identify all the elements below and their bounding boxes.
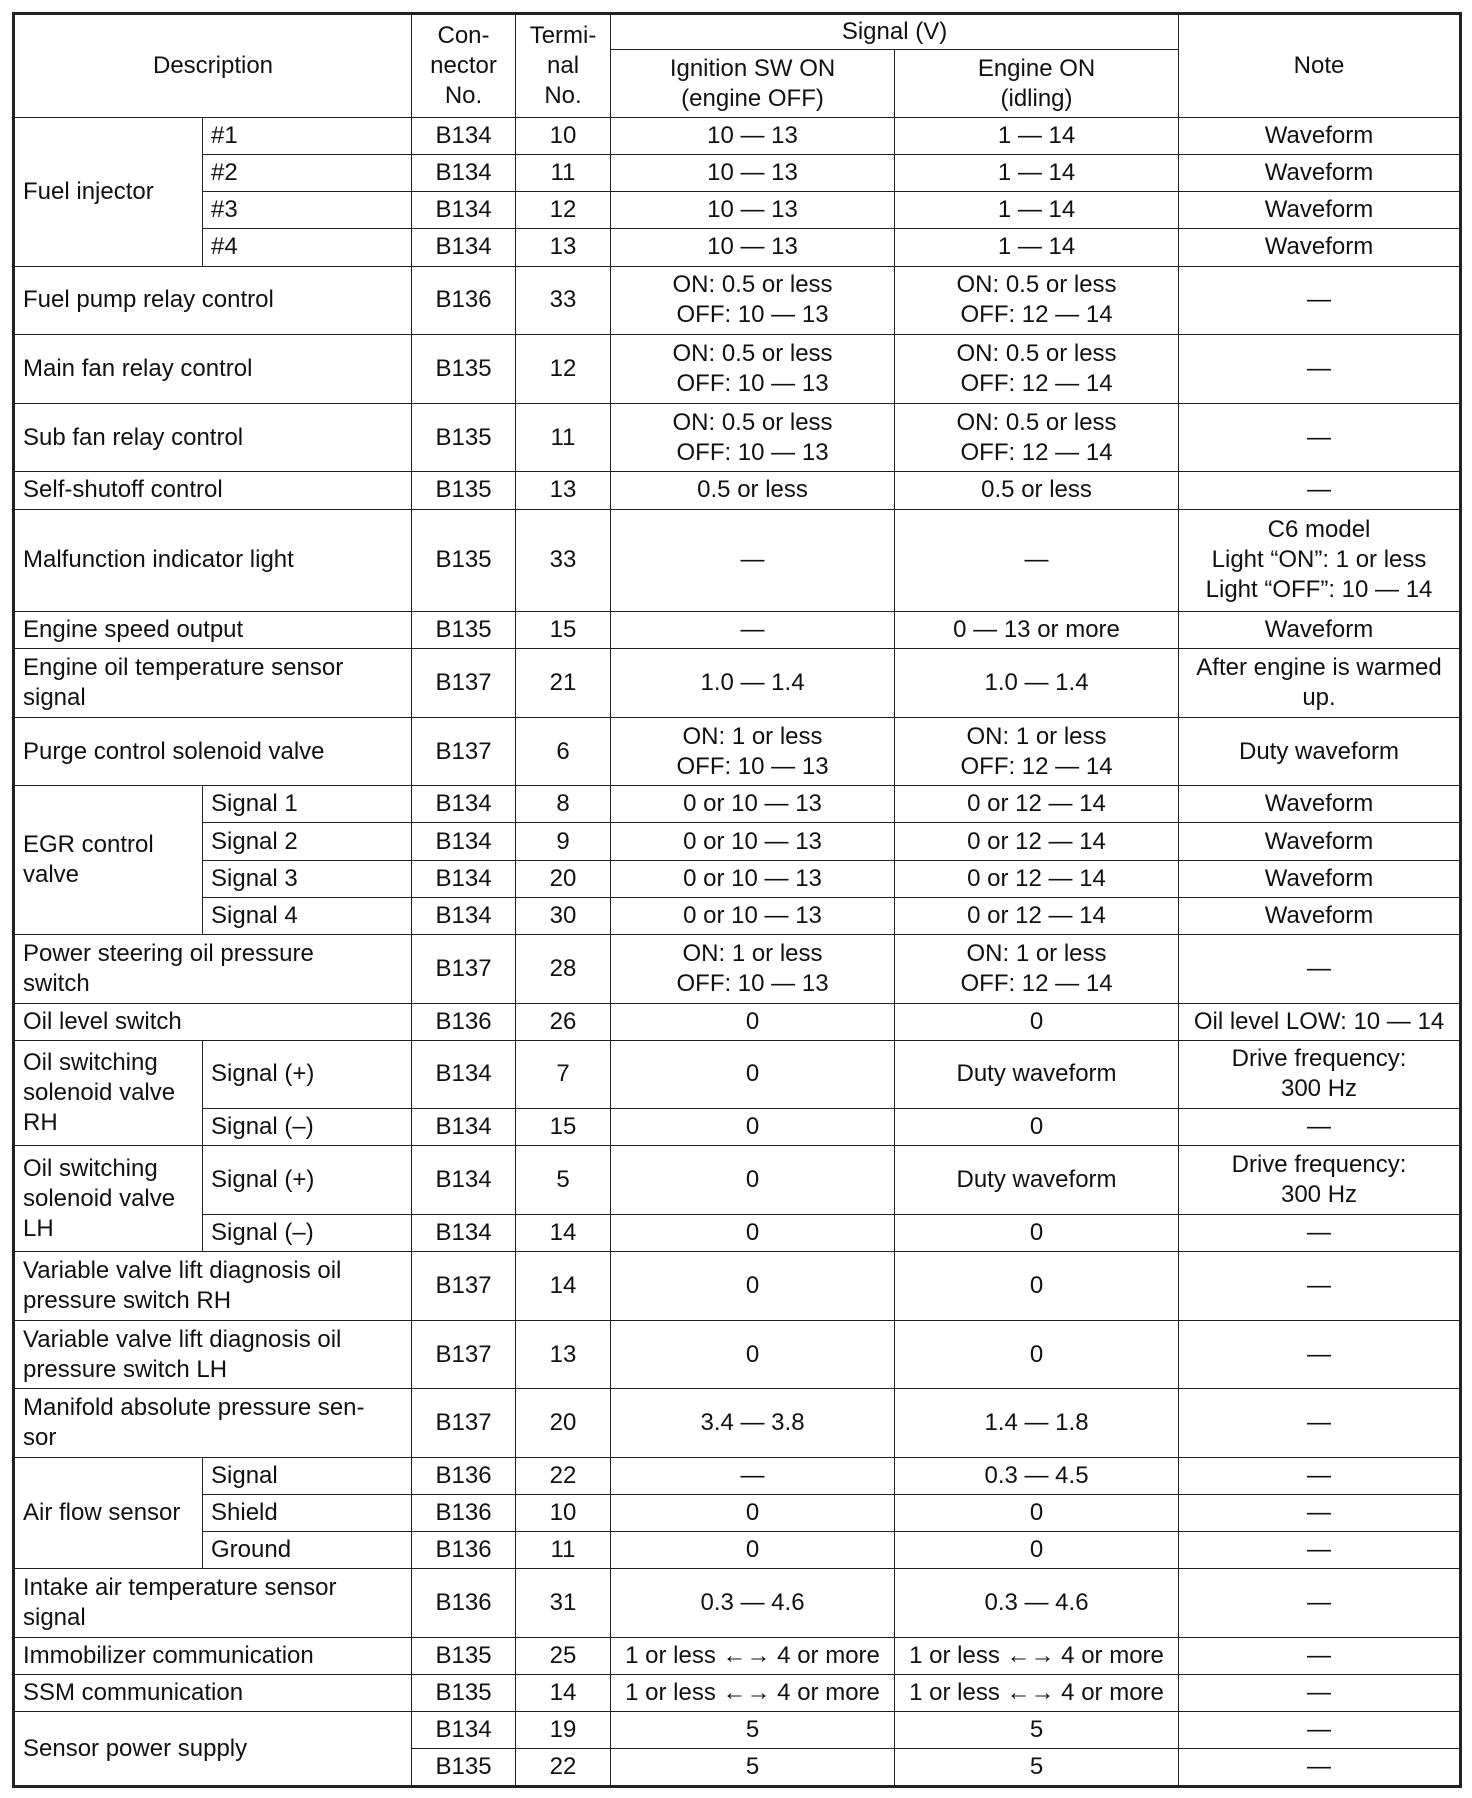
signal-engine-on: 0 or 12 — 14 (895, 897, 1179, 934)
signal-ignition-on: 0 or 10 — 13 (611, 897, 895, 934)
signal-engine-on: 1 or less ←→ 4 or more (895, 1638, 1179, 1675)
note: Drive frequency: 300 Hz (1179, 1040, 1461, 1109)
table-row (14, 934, 1461, 1003)
sub-description: #1 (203, 118, 412, 155)
signal-engine-on: 1 — 14 (895, 155, 1179, 192)
sub-description: Signal (–) (203, 1215, 412, 1252)
table-row (14, 823, 1461, 860)
note: — (1179, 1532, 1461, 1569)
row-description: Engine oil temperature sensor signal (14, 649, 412, 718)
terminal-no: 12 (516, 192, 611, 229)
connector-no: B134 (412, 860, 516, 897)
table-row (14, 1320, 1461, 1389)
note: — (1179, 266, 1461, 335)
terminal-no: 26 (516, 1003, 611, 1040)
table-row (14, 897, 1461, 934)
header-terminal: Termi- nal No. (516, 14, 611, 118)
connector-no: B136 (412, 1003, 516, 1040)
signal-ignition-on: 5 (611, 1749, 895, 1787)
sub-description: Signal (–) (203, 1109, 412, 1146)
sub-description: Signal (+) (203, 1146, 412, 1215)
table-row (14, 1495, 1461, 1532)
sub-description: Signal (+) (203, 1040, 412, 1109)
note: Waveform (1179, 192, 1461, 229)
sub-description: Signal 4 (203, 897, 412, 934)
table-row (14, 1215, 1461, 1252)
sub-description: Signal 3 (203, 860, 412, 897)
table-row (14, 649, 1461, 718)
note: — (1179, 1495, 1461, 1532)
connector-no: B136 (412, 1458, 516, 1495)
row-description: Main fan relay control (14, 335, 412, 404)
table-row (14, 1712, 1461, 1749)
terminal-no: 14 (516, 1252, 611, 1321)
terminal-no: 14 (516, 1675, 611, 1712)
sub-description: Signal 1 (203, 786, 412, 823)
signal-ignition-on: ON: 0.5 or less OFF: 10 — 13 (611, 403, 895, 472)
note: Waveform (1179, 229, 1461, 266)
signal-ignition-on: 0 (611, 1495, 895, 1532)
note: — (1179, 1320, 1461, 1389)
table-row (14, 1252, 1461, 1321)
signal-engine-on: ON: 0.5 or less OFF: 12 — 14 (895, 335, 1179, 404)
table-row (14, 1532, 1461, 1569)
spec-sheet (12, 12, 1459, 1788)
note: C6 model Light “ON”: 1 or less Light “OFF”: 10 — 14 (1179, 509, 1461, 611)
row-description: Intake air temperature sensor signal (14, 1569, 412, 1638)
signal-engine-on: 0 (895, 1495, 1179, 1532)
table-row (14, 717, 1461, 786)
signal-ignition-on: 1 or less ←→ 4 or more (611, 1675, 895, 1712)
signal-ignition-on: — (611, 1458, 895, 1495)
signal-ignition-on: 0 (611, 1003, 895, 1040)
connector-no: B135 (412, 1675, 516, 1712)
table-row (14, 403, 1461, 472)
terminal-no: 14 (516, 1215, 611, 1252)
row-description: Self-shutoff control (14, 472, 412, 509)
row-description: Manifold absolute pressure sen- sor (14, 1389, 412, 1458)
connector-no: B137 (412, 934, 516, 1003)
terminal-no: 10 (516, 118, 611, 155)
connector-no: B137 (412, 1320, 516, 1389)
header-signal: Signal (V) (611, 14, 1179, 50)
note: — (1179, 1389, 1461, 1458)
note: — (1179, 1749, 1461, 1787)
row-description: Fuel pump relay control (14, 266, 412, 335)
signal-engine-on: 0 — 13 or more (895, 611, 1179, 648)
terminal-no: 13 (516, 229, 611, 266)
connector-no: B135 (412, 1638, 516, 1675)
signal-ignition-on: — (611, 611, 895, 648)
note: After engine is warmed up. (1179, 649, 1461, 718)
connector-no: B134 (412, 823, 516, 860)
table-row (14, 611, 1461, 648)
terminal-signal-table (12, 12, 1462, 1788)
connector-no: B135 (412, 403, 516, 472)
connector-no: B135 (412, 472, 516, 509)
signal-engine-on: Duty waveform (895, 1040, 1179, 1109)
table-row (14, 155, 1461, 192)
note: — (1179, 1675, 1461, 1712)
signal-ignition-on: 0 or 10 — 13 (611, 786, 895, 823)
connector-no: B134 (412, 1109, 516, 1146)
signal-engine-on: 0 (895, 1003, 1179, 1040)
table-row (14, 1569, 1461, 1638)
signal-engine-on: 0 or 12 — 14 (895, 860, 1179, 897)
table-row (14, 860, 1461, 897)
signal-ignition-on: 0.5 or less (611, 472, 895, 509)
terminal-no: 10 (516, 1495, 611, 1532)
signal-ignition-on: 3.4 — 3.8 (611, 1389, 895, 1458)
terminal-no: 28 (516, 934, 611, 1003)
table-row (14, 266, 1461, 335)
note: — (1179, 1569, 1461, 1638)
row-description: Oil level switch (14, 1003, 412, 1040)
connector-no: B135 (412, 611, 516, 648)
row-description: Variable valve lift diagnosis oil pressure switch LH (14, 1320, 412, 1389)
terminal-no: 8 (516, 786, 611, 823)
terminal-no: 13 (516, 1320, 611, 1389)
signal-engine-on: ON: 1 or less OFF: 12 — 14 (895, 934, 1179, 1003)
terminal-no: 7 (516, 1040, 611, 1109)
signal-engine-on: 0.5 or less (895, 472, 1179, 509)
terminal-no: 33 (516, 266, 611, 335)
signal-engine-on: 0 (895, 1320, 1179, 1389)
connector-no: B136 (412, 1495, 516, 1532)
signal-ignition-on: ON: 0.5 or less OFF: 10 — 13 (611, 266, 895, 335)
signal-engine-on: 1 or less ←→ 4 or more (895, 1675, 1179, 1712)
signal-ignition-on: 10 — 13 (611, 118, 895, 155)
terminal-no: 20 (516, 860, 611, 897)
connector-no: B134 (412, 786, 516, 823)
connector-no: B136 (412, 1532, 516, 1569)
table-row (14, 192, 1461, 229)
connector-no: B134 (412, 897, 516, 934)
table-row (14, 1675, 1461, 1712)
signal-engine-on: 1 — 14 (895, 192, 1179, 229)
group-description: EGR control valve (14, 786, 203, 935)
signal-engine-on: 1.4 — 1.8 (895, 1389, 1179, 1458)
signal-ignition-on: — (611, 509, 895, 611)
group-description: Sensor power supply (14, 1712, 412, 1787)
note: — (1179, 403, 1461, 472)
sub-description: Shield (203, 1495, 412, 1532)
table-row (14, 229, 1461, 266)
row-description: Sub fan relay control (14, 403, 412, 472)
terminal-no: 5 (516, 1146, 611, 1215)
note: Drive frequency: 300 Hz (1179, 1146, 1461, 1215)
connector-no: B135 (412, 335, 516, 404)
connector-no: B135 (412, 509, 516, 611)
signal-ignition-on: 10 — 13 (611, 192, 895, 229)
sub-description: Signal 2 (203, 823, 412, 860)
note: Waveform (1179, 786, 1461, 823)
terminal-no: 25 (516, 1638, 611, 1675)
table-row (14, 335, 1461, 404)
connector-no: B134 (412, 192, 516, 229)
terminal-no: 6 (516, 717, 611, 786)
group-description: Air flow sensor (14, 1458, 203, 1569)
connector-no: B136 (412, 266, 516, 335)
note: — (1179, 934, 1461, 1003)
terminal-no: 33 (516, 509, 611, 611)
note: — (1179, 1712, 1461, 1749)
note: Waveform (1179, 823, 1461, 860)
connector-no: B137 (412, 649, 516, 718)
signal-ignition-on: ON: 0.5 or less OFF: 10 — 13 (611, 335, 895, 404)
sub-description: #4 (203, 229, 412, 266)
terminal-no: 13 (516, 472, 611, 509)
signal-engine-on: 0.3 — 4.5 (895, 1458, 1179, 1495)
terminal-no: 11 (516, 403, 611, 472)
table-row (14, 1003, 1461, 1040)
table-row (14, 509, 1461, 611)
signal-engine-on: 0 or 12 — 14 (895, 786, 1179, 823)
note: Waveform (1179, 860, 1461, 897)
signal-ignition-on: 0 (611, 1320, 895, 1389)
row-description: Immobilizer communication (14, 1638, 412, 1675)
sub-description: Ground (203, 1532, 412, 1569)
header-note: Note (1179, 14, 1461, 118)
group-description: Oil switching solenoid valve RH (14, 1040, 203, 1146)
note: Oil level LOW: 10 — 14 (1179, 1003, 1461, 1040)
signal-ignition-on: 0 (611, 1532, 895, 1569)
terminal-no: 15 (516, 611, 611, 648)
terminal-no: 12 (516, 335, 611, 404)
header-engine-on: Engine ON (idling) (895, 50, 1179, 118)
terminal-no: 11 (516, 1532, 611, 1569)
signal-ignition-on: 0 (611, 1215, 895, 1252)
terminal-no: 11 (516, 155, 611, 192)
signal-engine-on: 0 (895, 1215, 1179, 1252)
signal-engine-on: ON: 0.5 or less OFF: 12 — 14 (895, 266, 1179, 335)
table-row (14, 1458, 1461, 1495)
terminal-no: 20 (516, 1389, 611, 1458)
signal-ignition-on: 5 (611, 1712, 895, 1749)
signal-ignition-on: 1.0 — 1.4 (611, 649, 895, 718)
table-row (14, 1109, 1461, 1146)
signal-engine-on: Duty waveform (895, 1146, 1179, 1215)
note: — (1179, 1109, 1461, 1146)
signal-engine-on: 0.3 — 4.6 (895, 1569, 1179, 1638)
signal-engine-on: 0 (895, 1252, 1179, 1321)
row-description: Malfunction indicator light (14, 509, 412, 611)
row-description: Variable valve lift diagnosis oil pressure switch RH (14, 1252, 412, 1321)
signal-engine-on: 1 — 14 (895, 118, 1179, 155)
signal-ignition-on: 0 (611, 1109, 895, 1146)
connector-no: B134 (412, 118, 516, 155)
signal-engine-on: 0 (895, 1532, 1179, 1569)
table-row (14, 1040, 1461, 1109)
connector-no: B136 (412, 1569, 516, 1638)
signal-ignition-on: 10 — 13 (611, 155, 895, 192)
group-description: Fuel injector (14, 118, 203, 267)
signal-ignition-on: ON: 1 or less OFF: 10 — 13 (611, 934, 895, 1003)
note: Waveform (1179, 155, 1461, 192)
header-connector: Con- nector No. (412, 14, 516, 118)
header-ignition-on: Ignition SW ON (engine OFF) (611, 50, 895, 118)
signal-ignition-on: 0 (611, 1252, 895, 1321)
group-description: Oil switching solenoid valve LH (14, 1146, 203, 1252)
signal-engine-on: 1 — 14 (895, 229, 1179, 266)
note: — (1179, 1252, 1461, 1321)
signal-ignition-on: 0 (611, 1146, 895, 1215)
signal-ignition-on: ON: 1 or less OFF: 10 — 13 (611, 717, 895, 786)
terminal-no: 22 (516, 1749, 611, 1787)
connector-no: B134 (412, 229, 516, 266)
connector-no: B134 (412, 1215, 516, 1252)
terminal-no: 31 (516, 1569, 611, 1638)
signal-engine-on: ON: 0.5 or less OFF: 12 — 14 (895, 403, 1179, 472)
note: Waveform (1179, 118, 1461, 155)
signal-ignition-on: 1 or less ←→ 4 or more (611, 1638, 895, 1675)
terminal-no: 15 (516, 1109, 611, 1146)
note: — (1179, 1215, 1461, 1252)
note: Duty waveform (1179, 717, 1461, 786)
table-row (14, 1638, 1461, 1675)
note: — (1179, 1638, 1461, 1675)
table-row (14, 786, 1461, 823)
note: — (1179, 335, 1461, 404)
table-row (14, 472, 1461, 509)
signal-engine-on: ON: 1 or less OFF: 12 — 14 (895, 717, 1179, 786)
signal-engine-on: 5 (895, 1712, 1179, 1749)
signal-engine-on: 0 or 12 — 14 (895, 823, 1179, 860)
note: — (1179, 1458, 1461, 1495)
row-description: Engine speed output (14, 611, 412, 648)
sub-description: Signal (203, 1458, 412, 1495)
terminal-no: 19 (516, 1712, 611, 1749)
table-body (14, 118, 1461, 1787)
signal-ignition-on: 0.3 — 4.6 (611, 1569, 895, 1638)
connector-no: B137 (412, 1389, 516, 1458)
signal-ignition-on: 10 — 13 (611, 229, 895, 266)
table-row (14, 1146, 1461, 1215)
row-description: SSM communication (14, 1675, 412, 1712)
connector-no: B137 (412, 717, 516, 786)
signal-engine-on: 1.0 — 1.4 (895, 649, 1179, 718)
note: — (1179, 472, 1461, 509)
connector-no: B134 (412, 1146, 516, 1215)
terminal-no: 22 (516, 1458, 611, 1495)
header-description: Description (14, 14, 412, 118)
signal-engine-on: — (895, 509, 1179, 611)
signal-engine-on: 0 (895, 1109, 1179, 1146)
terminal-no: 30 (516, 897, 611, 934)
table-row (14, 1389, 1461, 1458)
note: Waveform (1179, 897, 1461, 934)
row-description: Power steering oil pressure switch (14, 934, 412, 1003)
connector-no: B137 (412, 1252, 516, 1321)
signal-ignition-on: 0 or 10 — 13 (611, 823, 895, 860)
row-description: Purge control solenoid valve (14, 717, 412, 786)
signal-engine-on: 5 (895, 1749, 1179, 1787)
terminal-no: 21 (516, 649, 611, 718)
connector-no: B135 (412, 1749, 516, 1787)
terminal-no: 9 (516, 823, 611, 860)
signal-ignition-on: 0 or 10 — 13 (611, 860, 895, 897)
table-row (14, 118, 1461, 155)
connector-no: B134 (412, 155, 516, 192)
sub-description: #2 (203, 155, 412, 192)
connector-no: B134 (412, 1712, 516, 1749)
signal-ignition-on: 0 (611, 1040, 895, 1109)
note: Waveform (1179, 611, 1461, 648)
connector-no: B134 (412, 1040, 516, 1109)
sub-description: #3 (203, 192, 412, 229)
